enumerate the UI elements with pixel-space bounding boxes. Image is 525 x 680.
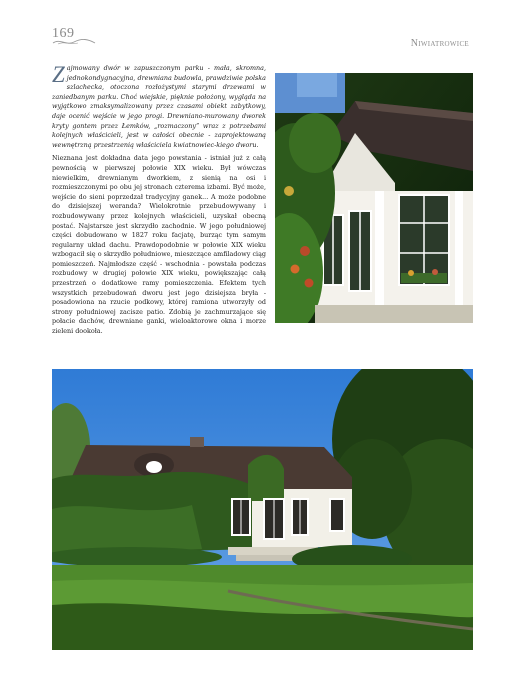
page-number: 169 (52, 26, 75, 41)
intro-text: ajmowany dwór w zapuszczonym parku - mała, skromna, jednokondygnacyjna, drewniana budowla, prawdziwie polska szlachecka, otoczona rozłożystymi starymi drzewami w zaniedbanym parku. Choć wiejskie, pięknie położony, wygląda na wyjątkowo zmaksymalizowany przez czasami obiekt zabytkowy, daje ocenić wejście w jego progi. Drewniano-murowany dworek kryty gontem przez Łemków, „rozmaczony” wraz z potrzebami kolejnych właścicieli, jest w całości obecnie - zaprojektowaną wewnętrzną przestrzenią właściciela kwiatnowiec-kiego dworu. (52, 64, 266, 149)
veranda-photo (275, 73, 473, 323)
article-text (52, 64, 266, 337)
body-paragraph: Nieznana jest dokładna data jego powstania - istniał już z całą pewnością w pierwszej połowie XIX wieku. Był wówczas niewielkim, drewnianym dworkiem, z sienią na osi i rozmieszczonymi po obu jej stronach czterema izbami. Być może, wejście do sieni poprzedzał tradycyjny ganek... A może podobne do dzisiejszej weranda? Wielokrotnie przebudowywany i rozbudowywany przez kolejnych właścicieli, uzyskał obecną postać. Najstarsze jest skrzydło zachodnie. W jego południowej części dobudowano w 1827 roku facjatę, burząc tym samym regularny układ dachu. Prawdopodobnie w połowie XIX wieku wzbogacił się o skrzydło południowe, mieszczące amfiladowy ciąg pomieszczeń. Najmłodsze część - wschodnia - powstała podczas rozbudowy w drugiej połowie XIX wieku, powiększając całą przestrzeń o dodatkowe ramy pomieszczenia. Efektem tych wszystkich przebudowań dworu jest jego dzisiejsza bryła - posadowiona na rzucie podkowy, której ramiona utworzyły od strony południowej zacisze patio. Zdobią je zachmurzające się połacie dachów, drewniane ganki, wieloaktorowe okna i morze zieleni dookoła. (52, 154, 266, 336)
flourish-ornament-icon (52, 38, 96, 46)
intro-paragraph (52, 64, 266, 150)
manor-house-photo (52, 369, 473, 650)
drop-cap: Z (52, 62, 65, 87)
running-header: Niwiatrowice (410, 38, 469, 49)
